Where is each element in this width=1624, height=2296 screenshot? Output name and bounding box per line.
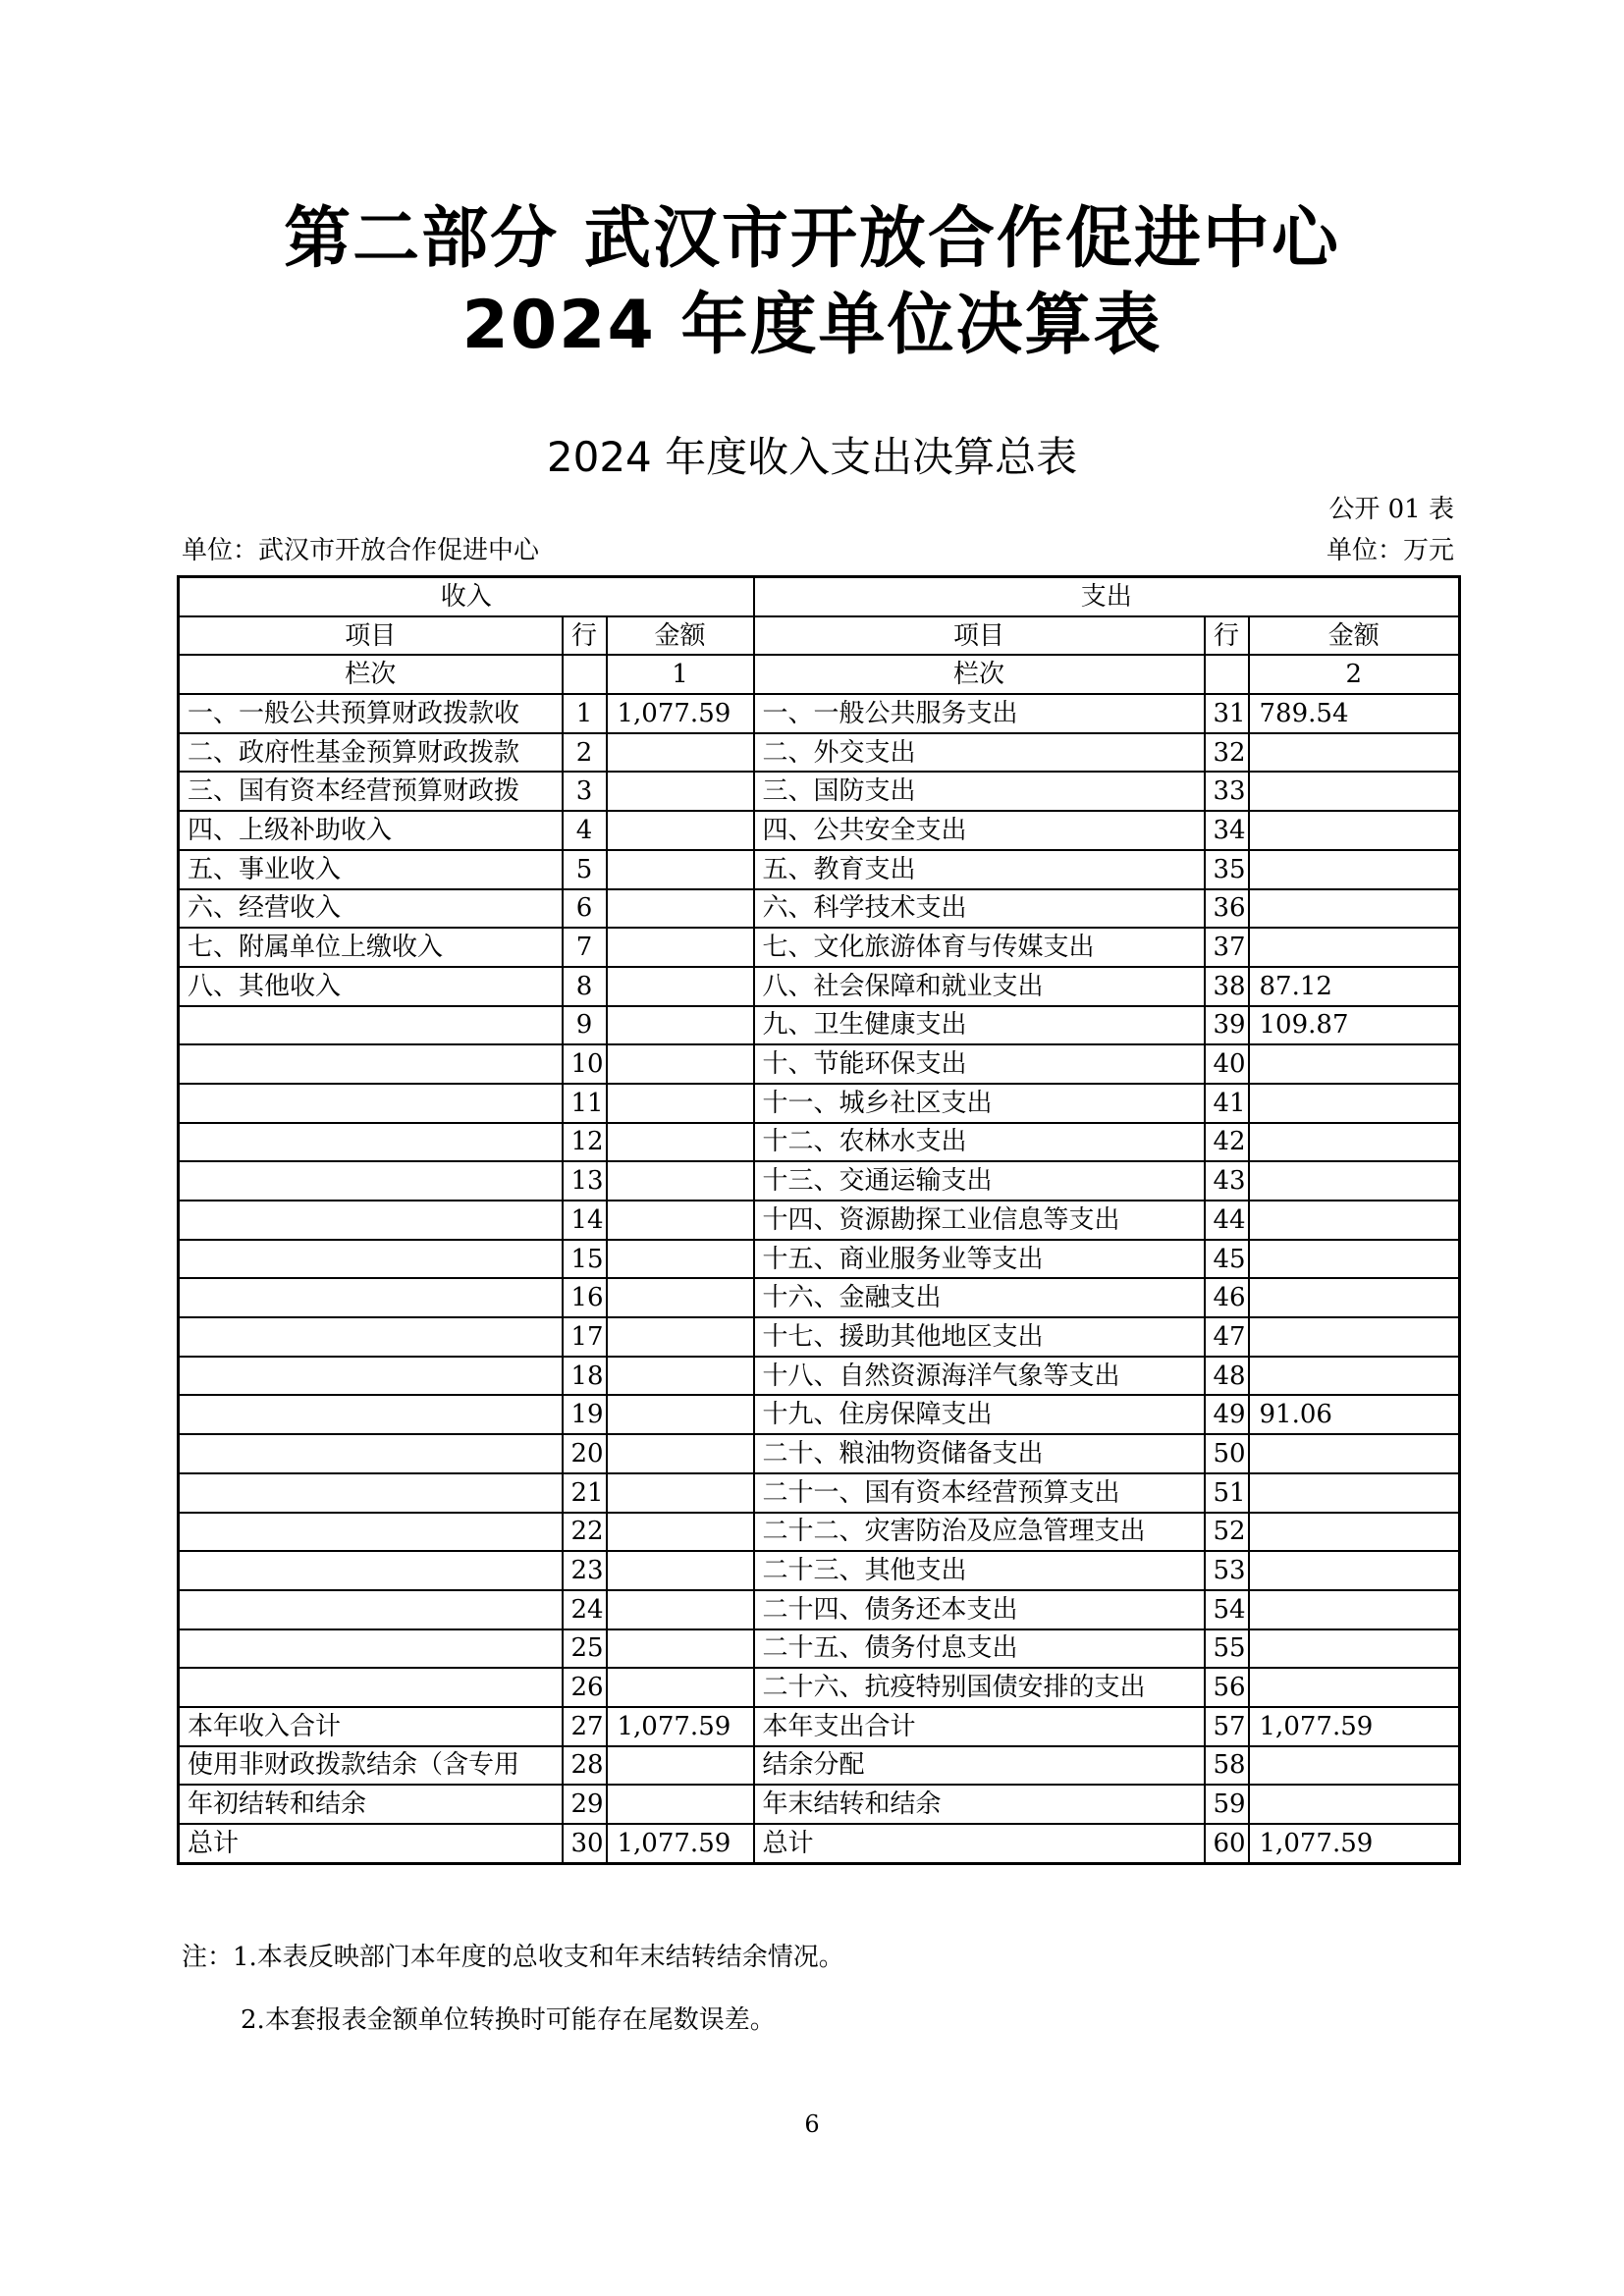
- table-row: [179, 1590, 1460, 1629]
- expense-item-cell: 八、社会保障和就业支出: [754, 967, 1205, 1006]
- section-header-row: [179, 577, 1460, 616]
- table-row: [179, 967, 1460, 1006]
- expense-item-cell: 二十三、其他支出: [754, 1551, 1205, 1590]
- expense-order-row-cell: [1205, 655, 1249, 694]
- table-row: [179, 1434, 1460, 1473]
- expense-item-cell: 二十六、抗疫特别国债安排的支出: [754, 1668, 1205, 1707]
- income-header: 收入: [179, 577, 754, 616]
- income-amount-cell: [607, 1317, 754, 1357]
- income-row-number: 10: [563, 1044, 607, 1084]
- expense-item-cell: 九、卫生健康支出: [754, 1006, 1205, 1045]
- unit-currency: 单位：万元: [1326, 536, 1454, 565]
- expense-row-number: 50: [1205, 1434, 1249, 1473]
- note-2: 2.本套报表金额单位转换时可能存在尾数误差。: [241, 2005, 776, 2035]
- income-item-cell: [179, 1084, 563, 1123]
- income-row-number: 27: [563, 1707, 607, 1746]
- expense-row-number: 51: [1205, 1473, 1249, 1513]
- expense-amount-cell: [1249, 1123, 1460, 1162]
- income-amount-cell: [607, 1278, 754, 1317]
- table-row: [179, 1044, 1460, 1084]
- income-amount-cell: [607, 928, 754, 967]
- table-row: [179, 1629, 1460, 1669]
- expense-item-cell: 本年支出合计: [754, 1707, 1205, 1746]
- expense-item-cell: 四、公共安全支出: [754, 811, 1205, 850]
- income-amount-cell: [607, 1785, 754, 1824]
- expense-item-cell: 三、国防支出: [754, 772, 1205, 811]
- expense-amount-cell: [1249, 1317, 1460, 1357]
- income-item-cell: [179, 1044, 563, 1084]
- expense-amount-header: 金额: [1249, 616, 1460, 656]
- document-title-line1: 第二部分 武汉市开放合作促进中心: [284, 200, 1340, 278]
- table-row: [179, 1201, 1460, 1240]
- expense-amount-cell: [1249, 1785, 1460, 1824]
- expense-row-number: 44: [1205, 1201, 1249, 1240]
- table-number: 公开 01 表: [1328, 495, 1454, 524]
- income-row-number: 8: [563, 967, 607, 1006]
- expense-amount-cell: [1249, 1513, 1460, 1552]
- income-item-cell: [179, 1123, 563, 1162]
- income-amount-cell: 1,077.59: [607, 1707, 754, 1746]
- expense-amount-cell: [1249, 1746, 1460, 1786]
- expense-item-cell: 十三、交通运输支出: [754, 1161, 1205, 1201]
- income-item-cell: 七、附属单位上缴收入: [179, 928, 563, 967]
- income-item-cell: 本年收入合计: [179, 1707, 563, 1746]
- expense-item-cell: 二十、粮油物资储备支出: [754, 1434, 1205, 1473]
- income-row-number: 23: [563, 1551, 607, 1590]
- expense-item-header: 项目: [754, 616, 1205, 656]
- expense-amount-cell: 87.12: [1249, 967, 1460, 1006]
- expense-row-number: 47: [1205, 1317, 1249, 1357]
- table-row: [179, 1084, 1460, 1123]
- income-item-cell: [179, 1668, 563, 1707]
- expense-row-number: 57: [1205, 1707, 1249, 1746]
- income-amount-cell: [607, 1590, 754, 1629]
- income-row-number: 14: [563, 1201, 607, 1240]
- income-row-number: 25: [563, 1629, 607, 1669]
- income-item-cell: [179, 1629, 563, 1669]
- table-row: [179, 1278, 1460, 1317]
- income-row-number: 11: [563, 1084, 607, 1123]
- expense-amount-cell: 789.54: [1249, 694, 1460, 733]
- expense-item-cell: 十七、援助其他地区支出: [754, 1317, 1205, 1357]
- income-item-cell: [179, 1551, 563, 1590]
- table-row: [179, 850, 1460, 889]
- expense-row-number: 48: [1205, 1357, 1249, 1396]
- income-item-cell: [179, 1434, 563, 1473]
- expense-row-number: 58: [1205, 1746, 1249, 1786]
- income-row-number: 19: [563, 1395, 607, 1434]
- expense-amount-cell: 1,077.59: [1249, 1707, 1460, 1746]
- order-row: [179, 655, 1460, 694]
- expense-amount-cell: [1249, 1590, 1460, 1629]
- income-amount-cell: [607, 1668, 754, 1707]
- table-row: [179, 1357, 1460, 1396]
- income-row-number: 29: [563, 1785, 607, 1824]
- table-row: [179, 1317, 1460, 1357]
- income-amount-cell: [607, 1473, 754, 1513]
- table-row: [179, 1161, 1460, 1201]
- income-item-cell: [179, 1201, 563, 1240]
- income-amount-header: 金额: [607, 616, 754, 656]
- income-row-number: 22: [563, 1513, 607, 1552]
- income-row-number: 7: [563, 928, 607, 967]
- expense-amount-cell: [1249, 1201, 1460, 1240]
- income-amount-cell: [607, 1084, 754, 1123]
- expense-row-number: 45: [1205, 1240, 1249, 1279]
- expense-row-number: 36: [1205, 889, 1249, 929]
- income-item-cell: 一、一般公共预算财政拨款收: [179, 694, 563, 733]
- expense-amount-cell: 91.06: [1249, 1395, 1460, 1434]
- income-row-number: 18: [563, 1357, 607, 1396]
- expense-item-cell: 十五、商业服务业等支出: [754, 1240, 1205, 1279]
- income-item-cell: 二、政府性基金预算财政拨款: [179, 733, 563, 773]
- expense-row-number: 56: [1205, 1668, 1249, 1707]
- column-header-row: [179, 616, 1460, 656]
- income-row-number: 17: [563, 1317, 607, 1357]
- expense-row-number: 54: [1205, 1590, 1249, 1629]
- income-row-number: 15: [563, 1240, 607, 1279]
- expense-row-number: 39: [1205, 1006, 1249, 1045]
- table-row: [179, 733, 1460, 773]
- income-item-cell: 四、上级补助收入: [179, 811, 563, 850]
- expense-amount-cell: [1249, 1629, 1460, 1669]
- income-row-number: 1: [563, 694, 607, 733]
- income-amount-cell: [607, 1161, 754, 1201]
- page-number: 6: [804, 2110, 820, 2138]
- expense-item-cell: 十八、自然资源海洋气象等支出: [754, 1357, 1205, 1396]
- expense-row-number: 34: [1205, 811, 1249, 850]
- expense-amount-cell: [1249, 733, 1460, 773]
- income-row-number: 13: [563, 1161, 607, 1201]
- income-row-number: 21: [563, 1473, 607, 1513]
- income-item-cell: 八、其他收入: [179, 967, 563, 1006]
- expense-amount-cell: 1,077.59: [1249, 1824, 1460, 1863]
- expense-amount-cell: [1249, 1668, 1460, 1707]
- expense-row-number: 35: [1205, 850, 1249, 889]
- expense-amount-cell: [1249, 1278, 1460, 1317]
- income-amount-cell: [607, 811, 754, 850]
- income-item-cell: 五、事业收入: [179, 850, 563, 889]
- income-item-cell: [179, 1006, 563, 1045]
- income-row-number: 24: [563, 1590, 607, 1629]
- income-order-label: 栏次: [179, 655, 563, 694]
- expense-item-cell: 结余分配: [754, 1746, 1205, 1786]
- income-amount-cell: [607, 1123, 754, 1162]
- table-title: 2024 年度收入支出决算总表: [546, 433, 1078, 481]
- income-amount-cell: 1,077.59: [607, 694, 754, 733]
- table-row: [179, 1824, 1460, 1863]
- income-row-number: 4: [563, 811, 607, 850]
- expense-row-number: 40: [1205, 1044, 1249, 1084]
- expense-order-number: 2: [1249, 655, 1460, 694]
- expense-row-number: 49: [1205, 1395, 1249, 1434]
- income-item-cell: [179, 1357, 563, 1396]
- expense-row-number: 52: [1205, 1513, 1249, 1552]
- expense-row-number: 33: [1205, 772, 1249, 811]
- expense-amount-cell: [1249, 928, 1460, 967]
- expense-row-number: 53: [1205, 1551, 1249, 1590]
- expense-item-cell: 一、一般公共服务支出: [754, 694, 1205, 733]
- expense-item-cell: 总计: [754, 1824, 1205, 1863]
- table-row: [179, 1707, 1460, 1746]
- document-title-line2: 2024 年度单位决算表: [461, 287, 1163, 364]
- table-row: [179, 1746, 1460, 1786]
- expense-amount-cell: [1249, 772, 1460, 811]
- income-item-cell: [179, 1317, 563, 1357]
- expense-item-cell: 十九、住房保障支出: [754, 1395, 1205, 1434]
- income-order-number: 1: [607, 655, 754, 694]
- table-row: [179, 1513, 1460, 1552]
- income-item-cell: 三、国有资本经营预算财政拨: [179, 772, 563, 811]
- income-item-cell: [179, 1278, 563, 1317]
- expense-item-cell: 二十四、债务还本支出: [754, 1590, 1205, 1629]
- expense-header: 支出: [754, 577, 1460, 616]
- income-item-cell: [179, 1513, 563, 1552]
- table-row: [179, 694, 1460, 733]
- income-amount-cell: [607, 1513, 754, 1552]
- expense-row-number: 41: [1205, 1084, 1249, 1123]
- expense-item-cell: 十一、城乡社区支出: [754, 1084, 1205, 1123]
- expense-item-cell: 十六、金融支出: [754, 1278, 1205, 1317]
- table-row: [179, 1006, 1460, 1045]
- table-row: [179, 1473, 1460, 1513]
- income-amount-cell: [607, 1434, 754, 1473]
- table-row: [179, 811, 1460, 850]
- income-amount-cell: [607, 1201, 754, 1240]
- income-item-cell: 年初结转和结余: [179, 1785, 563, 1824]
- note-1: 注：1.本表反映部门本年度的总收支和年末结转结余情况。: [182, 1943, 844, 1972]
- table-row: [179, 1551, 1460, 1590]
- income-item-cell: [179, 1395, 563, 1434]
- expense-amount-cell: [1249, 1357, 1460, 1396]
- expense-item-cell: 五、教育支出: [754, 850, 1205, 889]
- table-row: [179, 1785, 1460, 1824]
- expense-amount-cell: [1249, 811, 1460, 850]
- income-item-cell: [179, 1473, 563, 1513]
- expense-item-cell: 六、科学技术支出: [754, 889, 1205, 929]
- expense-item-cell: 七、文化旅游体育与传媒支出: [754, 928, 1205, 967]
- table-row: [179, 772, 1460, 811]
- expense-amount-cell: [1249, 1551, 1460, 1590]
- income-order-row-cell: [563, 655, 607, 694]
- income-amount-cell: 1,077.59: [607, 1824, 754, 1863]
- income-amount-cell: [607, 889, 754, 929]
- expense-order-label: 栏次: [754, 655, 1205, 694]
- income-amount-cell: [607, 1357, 754, 1396]
- income-amount-cell: [607, 1395, 754, 1434]
- expense-amount-cell: [1249, 1161, 1460, 1201]
- income-row-number: 6: [563, 889, 607, 929]
- income-row-number: 9: [563, 1006, 607, 1045]
- income-row-number: 2: [563, 733, 607, 773]
- income-amount-cell: [607, 1240, 754, 1279]
- expense-amount-cell: 109.87: [1249, 1006, 1460, 1045]
- income-row-number: 12: [563, 1123, 607, 1162]
- expense-row-header: 行: [1205, 616, 1249, 656]
- expense-item-cell: 十四、资源勘探工业信息等支出: [754, 1201, 1205, 1240]
- expense-amount-cell: [1249, 850, 1460, 889]
- expense-row-number: 37: [1205, 928, 1249, 967]
- income-expense-table: [177, 575, 1461, 1865]
- income-item-cell: [179, 1240, 563, 1279]
- expense-row-number: 38: [1205, 967, 1249, 1006]
- income-row-number: 5: [563, 850, 607, 889]
- income-amount-cell: [607, 850, 754, 889]
- expense-row-number: 32: [1205, 733, 1249, 773]
- expense-item-cell: 二十五、债务付息支出: [754, 1629, 1205, 1669]
- expense-amount-cell: [1249, 1473, 1460, 1513]
- expense-row-number: 59: [1205, 1785, 1249, 1824]
- expense-item-cell: 二十二、灾害防治及应急管理支出: [754, 1513, 1205, 1552]
- expense-amount-cell: [1249, 889, 1460, 929]
- income-amount-cell: [607, 772, 754, 811]
- expense-row-number: 31: [1205, 694, 1249, 733]
- expense-amount-cell: [1249, 1044, 1460, 1084]
- table-row: [179, 1395, 1460, 1434]
- income-item-cell: 六、经营收入: [179, 889, 563, 929]
- table-row: [179, 1668, 1460, 1707]
- income-amount-cell: [607, 1551, 754, 1590]
- expense-amount-cell: [1249, 1434, 1460, 1473]
- income-amount-cell: [607, 1044, 754, 1084]
- expense-row-number: 60: [1205, 1824, 1249, 1863]
- expense-amount-cell: [1249, 1084, 1460, 1123]
- income-row-number: 3: [563, 772, 607, 811]
- income-row-number: 28: [563, 1746, 607, 1786]
- income-row-number: 30: [563, 1824, 607, 1863]
- table-row: [179, 889, 1460, 929]
- income-amount-cell: [607, 1746, 754, 1786]
- table-row: [179, 1240, 1460, 1279]
- expense-item-cell: 十二、农林水支出: [754, 1123, 1205, 1162]
- income-row-header: 行: [563, 616, 607, 656]
- income-amount-cell: [607, 967, 754, 1006]
- unit-name: 单位：武汉市开放合作促进中心: [182, 536, 540, 565]
- expense-item-cell: 二、外交支出: [754, 733, 1205, 773]
- income-item-cell: 使用非财政拨款结余（含专用: [179, 1746, 563, 1786]
- income-item-cell: [179, 1590, 563, 1629]
- expense-item-cell: 年末结转和结余: [754, 1785, 1205, 1824]
- expense-item-cell: 十、节能环保支出: [754, 1044, 1205, 1084]
- expense-row-number: 46: [1205, 1278, 1249, 1317]
- income-amount-cell: [607, 1629, 754, 1669]
- income-item-cell: [179, 1161, 563, 1201]
- income-item-header: 项目: [179, 616, 563, 656]
- income-item-cell: 总计: [179, 1824, 563, 1863]
- income-row-number: 20: [563, 1434, 607, 1473]
- table-row: [179, 928, 1460, 967]
- income-row-number: 26: [563, 1668, 607, 1707]
- income-row-number: 16: [563, 1278, 607, 1317]
- income-amount-cell: [607, 733, 754, 773]
- table-row: [179, 1123, 1460, 1162]
- expense-row-number: 42: [1205, 1123, 1249, 1162]
- expense-item-cell: 二十一、国有资本经营预算支出: [754, 1473, 1205, 1513]
- expense-amount-cell: [1249, 1240, 1460, 1279]
- expense-row-number: 43: [1205, 1161, 1249, 1201]
- income-amount-cell: [607, 1006, 754, 1045]
- expense-row-number: 55: [1205, 1629, 1249, 1669]
